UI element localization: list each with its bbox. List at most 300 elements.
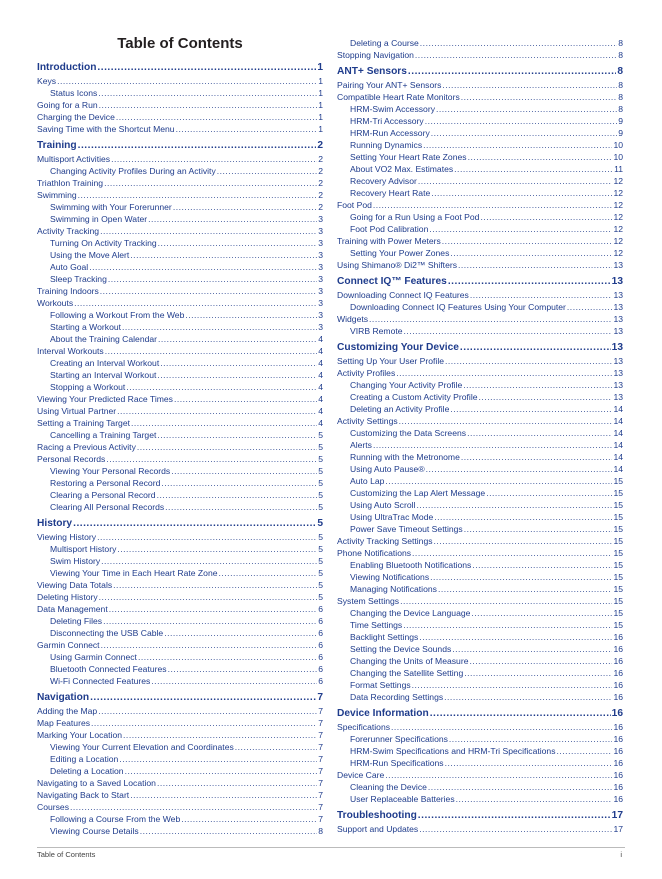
toc-entry-title: Deleting an Activity Profile: [350, 404, 450, 414]
dot-leader: [472, 559, 612, 571]
toc-entry[interactable]: [337, 415, 623, 427]
toc-entry[interactable]: [337, 427, 623, 439]
toc-entry[interactable]: [37, 531, 323, 543]
toc-entry[interactable]: [337, 607, 623, 619]
toc-entry-page: 3: [318, 274, 323, 284]
toc-entry[interactable]: [37, 741, 323, 753]
toc-entry[interactable]: [37, 237, 323, 249]
toc-entry[interactable]: [37, 111, 323, 123]
toc-entry[interactable]: [37, 801, 323, 813]
toc-entry[interactable]: [337, 103, 623, 115]
dot-leader: [109, 603, 318, 615]
toc-entry-title: Viewing Your Time in Each Heart Rate Zone: [50, 568, 218, 578]
toc-entry[interactable]: [337, 793, 623, 805]
toc-entry[interactable]: [337, 583, 623, 595]
dot-leader: [452, 643, 612, 655]
dot-leader: [408, 65, 616, 79]
dot-leader: [418, 175, 613, 187]
toc-entry-page: 16: [613, 758, 623, 768]
toc-entry-title: Saving Time with the Shortcut Menu: [37, 124, 175, 134]
toc-entry-page: 8: [617, 66, 623, 77]
toc-entry-page: 3: [318, 250, 323, 260]
toc-entry-page: 4: [318, 382, 323, 392]
toc-entry[interactable]: [337, 667, 623, 679]
toc-entry[interactable]: [37, 429, 323, 441]
dot-leader: [420, 37, 617, 49]
toc-entry-title: Marking Your Location: [37, 730, 123, 740]
toc-entry-page: 2: [318, 202, 323, 212]
dot-leader: [164, 627, 317, 639]
toc-entry[interactable]: [337, 619, 623, 631]
toc-entry[interactable]: [37, 369, 323, 381]
dot-leader: [176, 123, 318, 135]
toc-entry-page: 8: [618, 50, 623, 60]
toc-entry-title: Swim History: [50, 556, 101, 566]
toc-entry-title: Forerunner Specifications: [350, 734, 448, 744]
toc-entry[interactable]: [37, 675, 323, 687]
toc-entry-page: 8: [618, 104, 623, 114]
toc-entry[interactable]: [37, 357, 323, 369]
toc-entry-title: Foot Pod Calibration: [350, 224, 429, 234]
dot-leader: [101, 639, 318, 651]
toc-entry-page: 16: [613, 632, 623, 642]
toc-entry[interactable]: [337, 391, 623, 403]
dot-leader: [138, 651, 317, 663]
toc-entry-title: Restoring a Personal Record: [50, 478, 161, 488]
toc-entry[interactable]: [37, 189, 323, 201]
toc-entry[interactable]: [337, 487, 623, 499]
toc-entry[interactable]: [337, 559, 623, 571]
toc-entry[interactable]: [337, 523, 623, 535]
toc-entry-page: 14: [613, 428, 623, 438]
toc-entry-title: Specifications: [337, 722, 391, 732]
toc-entry[interactable]: [337, 211, 623, 223]
toc-entry[interactable]: [37, 405, 323, 417]
dot-leader: [108, 273, 317, 285]
toc-entry[interactable]: [37, 345, 323, 357]
toc-entry[interactable]: [37, 87, 323, 99]
toc-entry[interactable]: [37, 777, 323, 789]
toc-entry[interactable]: [337, 301, 623, 313]
toc-entry[interactable]: [337, 571, 623, 583]
toc-entry-title: Viewing Your Predicted Race Times: [37, 394, 173, 404]
toc-entry-page: 5: [318, 592, 323, 602]
toc-entry[interactable]: [37, 249, 323, 261]
toc-entry-title: Changing Your Activity Profile: [350, 380, 463, 390]
toc-entry[interactable]: [337, 823, 623, 835]
dot-leader: [158, 333, 317, 345]
dot-leader: [116, 111, 317, 123]
toc-section-entry[interactable]: [337, 275, 623, 289]
toc-entry[interactable]: [37, 543, 323, 555]
toc-entry-page: 9: [618, 116, 623, 126]
toc-entry-title: Setting Your Heart Rate Zones: [350, 152, 467, 162]
toc-entry[interactable]: [337, 175, 623, 187]
toc-entry[interactable]: [37, 753, 323, 765]
dot-leader: [444, 691, 612, 703]
dot-leader: [78, 189, 318, 201]
dot-leader: [438, 583, 612, 595]
toc-entry[interactable]: [337, 463, 623, 475]
dot-leader: [217, 165, 317, 177]
toc-entry-page: 1: [318, 112, 323, 122]
toc-entry-page: 2: [318, 190, 323, 200]
toc-entry[interactable]: [337, 355, 623, 367]
dot-leader: [99, 99, 318, 111]
dot-leader: [130, 789, 317, 801]
toc-entry-page: 6: [318, 628, 323, 638]
dot-leader: [123, 729, 317, 741]
toc-entry[interactable]: [337, 643, 623, 655]
toc-entry-page: 5: [318, 442, 323, 452]
toc-entry-title: Support and Updates: [337, 824, 419, 834]
toc-entry-title: Keys: [37, 76, 57, 86]
toc-entry[interactable]: [337, 259, 623, 271]
toc-entry-page: 15: [613, 608, 623, 618]
toc-entry-title: History: [37, 518, 73, 529]
dot-leader: [97, 61, 316, 75]
toc-entry[interactable]: [37, 729, 323, 741]
toc-entry-page: 5: [318, 532, 323, 542]
dot-leader: [151, 675, 317, 687]
toc-section-entry[interactable]: [37, 691, 323, 705]
toc-entry[interactable]: [37, 213, 323, 225]
toc-entry[interactable]: [337, 235, 623, 247]
toc-entry-page: 8: [618, 38, 623, 48]
dot-leader: [111, 153, 317, 165]
toc-section-entry[interactable]: [37, 61, 323, 75]
toc-entry-title: Viewing Notifications: [350, 572, 430, 582]
toc-entry[interactable]: [37, 765, 323, 777]
toc-entry-title: Using Auto Scroll: [350, 500, 416, 510]
toc-entry-page: 13: [613, 380, 623, 390]
toc-entry[interactable]: [37, 177, 323, 189]
toc-entry[interactable]: [337, 511, 623, 523]
toc-entry-page: 6: [318, 676, 323, 686]
toc-entry[interactable]: [337, 769, 623, 781]
dot-leader: [78, 139, 317, 153]
toc-entry[interactable]: [337, 547, 623, 559]
toc-entry[interactable]: [337, 313, 623, 325]
toc-entry[interactable]: [37, 705, 323, 717]
dot-leader: [479, 391, 613, 403]
toc-entry-page: 7: [318, 754, 323, 764]
dot-leader: [369, 313, 612, 325]
toc-entry[interactable]: [337, 721, 623, 733]
toc-entry[interactable]: [337, 499, 623, 511]
toc-entry[interactable]: [337, 49, 623, 61]
toc-entry[interactable]: [337, 475, 623, 487]
toc-entry[interactable]: [337, 325, 623, 337]
toc-section-entry[interactable]: [37, 517, 323, 531]
toc-entry-title: Viewing Your Personal Records: [50, 466, 171, 476]
toc-entry-page: 13: [613, 314, 623, 324]
toc-entry[interactable]: [37, 501, 323, 513]
toc-entry-title: Pairing Your ANT+ Sensors: [337, 80, 442, 90]
toc-entry-title: System Settings: [337, 596, 400, 606]
toc-entry[interactable]: [337, 199, 623, 211]
toc-entry-page: 15: [613, 548, 623, 558]
toc-entry-page: 13: [611, 276, 623, 287]
toc-entry-title: Following a Course From the Web: [50, 814, 181, 824]
dot-leader: [419, 631, 612, 643]
dot-leader: [104, 177, 317, 189]
toc-entry-page: 4: [318, 418, 323, 428]
toc-entry[interactable]: [337, 139, 623, 151]
toc-entry-page: 9: [618, 128, 623, 138]
dot-leader: [450, 403, 612, 415]
toc-entry-page: 14: [613, 464, 623, 474]
toc-entry[interactable]: [37, 75, 323, 87]
toc-entry-title: Changing Activity Profiles During an Activity: [50, 166, 216, 176]
toc-entry-title: Wi-Fi Connected Features: [50, 676, 151, 686]
toc-entry[interactable]: [337, 655, 623, 667]
toc-entry[interactable]: [337, 403, 623, 415]
toc-entry[interactable]: [37, 603, 323, 615]
toc-entry-title: Map Features: [37, 718, 91, 728]
dot-leader: [567, 301, 613, 313]
toc-entry[interactable]: [337, 289, 623, 301]
toc-entry-page: 3: [318, 226, 323, 236]
toc-entry[interactable]: [337, 115, 623, 127]
toc-entry[interactable]: [37, 285, 323, 297]
toc-entry[interactable]: [37, 627, 323, 639]
toc-entry[interactable]: [37, 639, 323, 651]
toc-entry[interactable]: [37, 813, 323, 825]
toc-entry-page: 7: [318, 802, 323, 812]
toc-entry-title: Deleting a Course: [350, 38, 419, 48]
toc-entry[interactable]: [337, 163, 623, 175]
toc-entry[interactable]: [337, 367, 623, 379]
toc-entry-page: 2: [317, 140, 323, 151]
toc-entry-title: Deleting a Location: [50, 766, 124, 776]
toc-entry-title: Sleep Tracking: [50, 274, 107, 284]
dot-leader: [185, 309, 317, 321]
dot-leader: [431, 187, 612, 199]
toc-section-entry[interactable]: [37, 139, 323, 153]
toc-entry-title: Introduction: [37, 62, 97, 73]
toc-entry[interactable]: [37, 381, 323, 393]
toc-entry-title: Device Information: [337, 708, 429, 719]
dot-leader: [101, 555, 317, 567]
dot-leader: [70, 801, 317, 813]
dot-leader: [436, 103, 617, 115]
toc-entry-page: 6: [318, 616, 323, 626]
dot-leader: [173, 201, 317, 213]
toc-entry-title: Workouts: [37, 298, 74, 308]
toc-entry[interactable]: [37, 465, 323, 477]
toc-entry[interactable]: [37, 417, 323, 429]
toc-entry[interactable]: [337, 733, 623, 745]
dot-leader: [100, 285, 317, 297]
toc-entry-title: Multisport History: [50, 544, 117, 554]
toc-entry[interactable]: [37, 225, 323, 237]
dot-leader: [126, 381, 317, 393]
dot-leader: [373, 199, 613, 211]
toc-entry[interactable]: [337, 679, 623, 691]
toc-entry-page: 5: [318, 556, 323, 566]
toc-entry-page: 16: [613, 794, 623, 804]
toc-entry-title: Stopping Navigation: [337, 50, 414, 60]
toc-entry[interactable]: [337, 451, 623, 463]
toc-entry[interactable]: [37, 321, 323, 333]
dot-leader: [90, 691, 316, 705]
toc-entry-title: Enabling Bluetooth Notifications: [350, 560, 472, 570]
footer-divider: [37, 847, 625, 848]
toc-entry[interactable]: [337, 757, 623, 769]
toc-entry[interactable]: [37, 123, 323, 135]
toc-entry[interactable]: [337, 79, 623, 91]
toc-entry[interactable]: [37, 99, 323, 111]
toc-entry[interactable]: [37, 201, 323, 213]
toc-entry-title: Setting a Training Target: [37, 418, 130, 428]
dot-leader: [419, 823, 612, 835]
dot-leader: [460, 341, 611, 355]
dot-leader: [73, 517, 316, 531]
toc-entry-title: HRM-Run Accessory: [350, 128, 430, 138]
toc-entry-page: 16: [613, 680, 623, 690]
toc-entry-page: 13: [613, 326, 623, 336]
toc-entry[interactable]: [37, 393, 323, 405]
toc-entry-page: 1: [318, 100, 323, 110]
dot-leader: [385, 769, 612, 781]
toc-entry[interactable]: [337, 595, 623, 607]
dot-leader: [235, 741, 317, 753]
toc-entry-title: Racing a Previous Activity: [37, 442, 136, 452]
toc-entry-title: Training with Power Meters: [337, 236, 441, 246]
toc-entry-title: Foot Pod: [337, 200, 372, 210]
toc-entry-title: Power Save Timeout Settings: [350, 524, 463, 534]
toc-entry-page: 16: [613, 668, 623, 678]
toc-entry-page: 15: [613, 512, 623, 522]
toc-entry[interactable]: [337, 379, 623, 391]
toc-entry-page: 2: [318, 154, 323, 164]
dot-leader: [445, 757, 613, 769]
toc-entry[interactable]: [337, 439, 623, 451]
toc-entry[interactable]: [337, 745, 623, 757]
toc-entry-page: 7: [318, 742, 323, 752]
toc-entry-page: 12: [613, 188, 623, 198]
dot-leader: [160, 357, 317, 369]
toc-entry-page: 16: [613, 656, 623, 666]
toc-entry[interactable]: [37, 153, 323, 165]
toc-section-entry[interactable]: [337, 341, 623, 355]
toc-section-entry[interactable]: [337, 65, 623, 79]
toc-entry-page: 13: [613, 302, 623, 312]
toc-entry[interactable]: [37, 273, 323, 285]
toc-entry[interactable]: [37, 453, 323, 465]
dot-leader: [158, 237, 318, 249]
dot-leader: [137, 441, 317, 453]
toc-entry-title: Using Shimano® Di2™ Shifters: [337, 260, 458, 270]
toc-entry-page: 4: [318, 358, 323, 368]
toc-entry-title: Phone Notifications: [337, 548, 412, 558]
dot-leader: [140, 825, 318, 837]
toc-entry-page: 2: [318, 166, 323, 176]
toc-section-entry[interactable]: [337, 707, 623, 721]
toc-entry-page: 5: [317, 518, 323, 529]
toc-entry[interactable]: [37, 651, 323, 663]
toc-entry[interactable]: [37, 717, 323, 729]
toc-entry[interactable]: [337, 247, 623, 259]
toc-entry[interactable]: [337, 781, 623, 793]
toc-section-entry[interactable]: [337, 809, 623, 823]
toc-entry-page: 6: [318, 604, 323, 614]
toc-entry[interactable]: [337, 691, 623, 703]
toc-entry-page: 15: [613, 536, 623, 546]
toc-entry-page: 15: [613, 476, 623, 486]
dot-leader: [105, 345, 318, 357]
toc-entry[interactable]: [37, 591, 323, 603]
toc-entry[interactable]: [337, 37, 623, 49]
toc-entry-title: Alerts: [350, 440, 372, 450]
toc-entry-title: Changing the Device Language: [350, 608, 471, 618]
toc-entry[interactable]: [37, 441, 323, 453]
toc-entry-page: 17: [611, 810, 623, 821]
toc-entry[interactable]: [337, 631, 623, 643]
toc-entry[interactable]: [37, 789, 323, 801]
dot-leader: [171, 465, 317, 477]
toc-entry-title: Going for a Run: [37, 100, 98, 110]
toc-entry[interactable]: [337, 91, 623, 103]
toc-entry[interactable]: [337, 127, 623, 139]
toc-entry-title: Turning On Activity Tracking: [50, 238, 157, 248]
dot-leader: [117, 543, 317, 555]
toc-entry-page: 3: [318, 310, 323, 320]
toc-entry-page: 5: [318, 580, 323, 590]
toc-entry-page: 3: [318, 238, 323, 248]
toc-entry-title: HRM-Tri Accessory: [350, 116, 424, 126]
toc-entry[interactable]: [37, 825, 323, 837]
toc-entry-page: 14: [613, 404, 623, 414]
toc-entry[interactable]: [37, 615, 323, 627]
toc-entry-page: 1: [318, 76, 323, 86]
toc-entry[interactable]: [337, 535, 623, 547]
toc-entry[interactable]: [37, 165, 323, 177]
toc-entry[interactable]: [337, 187, 623, 199]
toc-entry-page: 10: [613, 152, 623, 162]
toc-entry-title: Auto Goal: [50, 262, 89, 272]
toc-entry[interactable]: [37, 663, 323, 675]
toc-entry-page: 5: [318, 502, 323, 512]
toc-entry-title: Navigation: [37, 692, 90, 703]
dot-leader: [106, 453, 317, 465]
toc-entry[interactable]: [37, 309, 323, 321]
toc-entry-title: Compatible Heart Rate Monitors: [337, 92, 460, 102]
toc-entry-page: 13: [613, 260, 623, 270]
toc-entry-title: Cleaning the Device: [350, 782, 427, 792]
dot-leader: [157, 777, 317, 789]
dot-leader: [434, 535, 613, 547]
dot-leader: [148, 213, 317, 225]
toc-entry-page: 15: [613, 500, 623, 510]
toc-entry[interactable]: [37, 477, 323, 489]
toc-entry[interactable]: [37, 333, 323, 345]
toc-entry[interactable]: [337, 151, 623, 163]
toc-entry[interactable]: [37, 579, 323, 591]
toc-entry[interactable]: [37, 567, 323, 579]
toc-entry[interactable]: [337, 223, 623, 235]
toc-entry-title: ANT+ Sensors: [337, 66, 407, 77]
toc-entry[interactable]: [37, 555, 323, 567]
toc-entry[interactable]: [37, 297, 323, 309]
dot-leader: [157, 369, 317, 381]
toc-entry[interactable]: [37, 489, 323, 501]
toc-entry-title: Following a Workout From the Web: [50, 310, 185, 320]
toc-entry-page: 12: [613, 236, 623, 246]
toc-entry[interactable]: [37, 261, 323, 273]
toc-entry-title: Recovery Heart Rate: [350, 188, 431, 198]
